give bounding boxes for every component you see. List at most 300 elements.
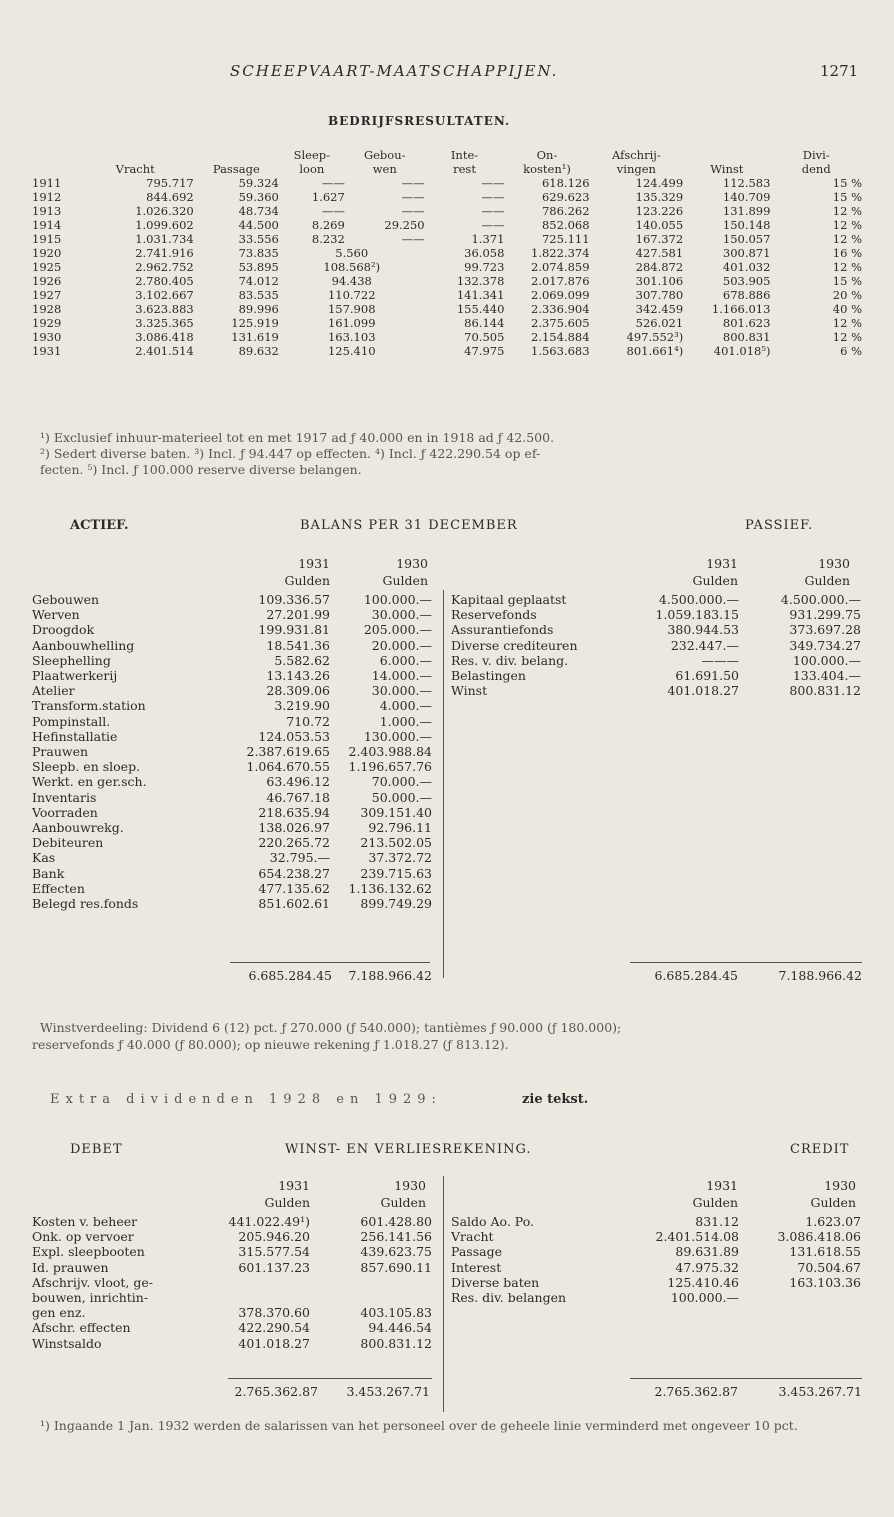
results-cell: 427.581	[635, 246, 684, 260]
results-header-cell	[194, 148, 279, 162]
results-cell: 497.552³)	[626, 330, 684, 344]
results-cell: 135.329	[635, 190, 684, 204]
results-cell: 5.560	[335, 246, 369, 260]
asset-row-cell: 5.582.62	[274, 652, 330, 668]
debit-row-cell: 94.446.54	[368, 1320, 432, 1336]
distribution-line-1: Winstverdeeling: Dividend 6 (12) pct. ƒ 270.000 (ƒ 540.000); tantièmes ƒ 90.000 (ƒ 180.000);	[40, 1020, 622, 1035]
debit-row-cell: Onk. op vervoer	[32, 1229, 134, 1245]
results-cell: 15 %	[832, 176, 862, 190]
results-row	[32, 316, 862, 330]
balance-left-heading: ACTIEF.	[70, 518, 129, 533]
credit-row-cell: 100.000.—	[670, 1290, 739, 1306]
pl-divider	[443, 1176, 444, 1412]
asset-row-cell: Prauwen	[32, 744, 89, 760]
asset-row-cell: Plaatwerkerij	[32, 668, 118, 684]
results-cell: 1926	[32, 274, 62, 288]
page-number: 1271	[820, 62, 859, 80]
pl-right-heading: CREDIT	[790, 1142, 850, 1157]
liability-row-cell: Reservefonds	[451, 607, 537, 623]
pl-footnote: ¹) Ingaande 1 Jan. 1932 werden de salarissen van het personeel over de geheele linie verminderd met ongeveer 10 pct.	[40, 1418, 798, 1433]
results-cell: 12 %	[832, 232, 862, 246]
results-cell: ——	[321, 176, 345, 190]
results-cell: 59.360	[238, 190, 279, 204]
results-cell: 2.375.605	[531, 316, 590, 330]
results-cell: 3.086.418	[135, 330, 194, 344]
debit-row-cell: bouwen, inrichtin-	[32, 1290, 149, 1306]
debit-row	[32, 1336, 432, 1351]
results-cell: 307.780	[635, 288, 684, 302]
pl-unit-1931-right: Gulden	[692, 1195, 738, 1210]
balance-total-1930-left: 7.188.966.42	[348, 968, 432, 983]
results-row	[32, 204, 862, 218]
asset-row-cell: Hefinstallatie	[32, 728, 118, 744]
results-table	[32, 148, 862, 358]
debit-row-cell: Winstsaldo	[32, 1335, 102, 1351]
liability-row	[451, 653, 861, 668]
results-header-row	[32, 148, 862, 162]
footnote-3: fecten. ⁵) Incl. ƒ 100.000 reserve diverse belangen.	[40, 462, 362, 477]
results-cell: 1911	[32, 176, 62, 190]
results-cell: 1.822.374	[531, 246, 590, 260]
results-cell: 124.499	[635, 176, 684, 190]
results-cell: 1914	[32, 218, 62, 232]
balance-total-rule-right	[630, 962, 862, 963]
results-cell: 123.226	[635, 204, 684, 218]
results-cell: 8.269	[311, 218, 345, 232]
results-cell: 83.535	[238, 288, 279, 302]
asset-row-cell: 30.000.—	[371, 607, 432, 623]
results-header-cell: Sleep-	[293, 148, 331, 162]
results-cell: ——	[481, 204, 505, 218]
asset-row-cell: 14.000.—	[371, 668, 432, 684]
asset-row-cell: 6.000.—	[379, 652, 432, 668]
pl-year-1931-left: 1931	[278, 1178, 310, 1193]
liability-row-cell: Winst	[451, 683, 488, 699]
debit-row-cell: Kosten v. beheer	[32, 1214, 138, 1229]
results-cell: 44.500	[238, 218, 279, 232]
results-header-cell: kosten¹)	[523, 162, 571, 176]
debit-row-cell: gen enz.	[32, 1305, 86, 1321]
asset-row	[32, 668, 432, 683]
footnote-1: ¹) Exclusief inhuur-materieel tot en met 1917 ad ƒ 40.000 en in 1918 ad ƒ 42.500.	[40, 430, 555, 445]
credit-row-cell: Saldo Ao. Po.	[451, 1214, 534, 1229]
credit-row	[451, 1260, 861, 1275]
results-cell: 74.012	[238, 274, 279, 288]
liability-row	[451, 622, 861, 637]
results-cell: 1927	[32, 288, 62, 302]
debit-row-cell: 205.946.20	[238, 1229, 310, 1245]
results-cell: 1912	[32, 190, 62, 204]
results-cell: 2.780.405	[135, 274, 194, 288]
results-cell: 800.831	[722, 330, 771, 344]
results-header-cell: dend	[801, 162, 831, 176]
debit-row-cell: 256.141.56	[360, 1229, 432, 1245]
results-cell: 801.623	[722, 316, 771, 330]
asset-row	[32, 896, 432, 911]
results-cell: 1913	[32, 204, 62, 218]
pl-year-1930-left: 1930	[394, 1178, 426, 1193]
results-cell: 47.975	[464, 344, 505, 358]
asset-row	[32, 866, 432, 881]
asset-row-cell: 1.064.670.55	[246, 759, 330, 775]
credit-row	[451, 1214, 861, 1229]
results-cell: 16 %	[832, 246, 862, 260]
results-cell: 629.623	[541, 190, 590, 204]
results-cell: 157.908	[327, 302, 376, 316]
asset-row-cell: 50.000.—	[371, 789, 432, 805]
bal-year-1931-left: 1931	[298, 556, 330, 571]
debit-row-cell: 401.018.27	[238, 1335, 310, 1351]
results-cell: 48.734	[238, 204, 279, 218]
results-cell: 503.905	[722, 274, 771, 288]
bal-unit-1931-right: Gulden	[692, 573, 738, 588]
results-cell: 342.459	[635, 302, 684, 316]
results-header-cell: rest	[453, 162, 476, 176]
results-cell: 1930	[32, 330, 62, 344]
asset-row-cell: 2.403.988.84	[348, 744, 432, 760]
results-row	[32, 232, 862, 246]
results-cell: 12 %	[832, 204, 862, 218]
results-header-row	[32, 162, 862, 176]
credit-row-cell: 2.401.514.08	[655, 1229, 739, 1245]
results-cell: 1.563.683	[531, 344, 590, 358]
asset-row-cell: 138.026.97	[258, 820, 330, 836]
results-cell: 1.099.602	[135, 218, 194, 232]
liability-row	[451, 592, 861, 607]
asset-row-cell: 100.000.—	[363, 592, 432, 607]
debit-row-cell: Afschr. effecten	[32, 1320, 131, 1336]
bal-unit-1930-left: Gulden	[382, 573, 428, 588]
results-cell: 112.583	[722, 176, 771, 190]
results-cell: 2.154.884	[531, 330, 590, 344]
results-cell: 1925	[32, 260, 62, 274]
results-cell: 795.717	[146, 176, 194, 190]
liabilities-table	[451, 592, 861, 698]
debit-row-cell: 378.370.60	[238, 1305, 310, 1321]
credit-row	[451, 1229, 861, 1244]
results-header-cell	[32, 148, 77, 162]
credit-row-cell: 163.103.36	[789, 1274, 861, 1290]
liability-row-cell: 931.299.75	[789, 607, 861, 623]
results-cell: 12 %	[832, 330, 862, 344]
asset-row-cell: 899.749.29	[360, 896, 432, 912]
asset-row-cell: 32.795.—	[269, 850, 330, 866]
results-cell: 801.661⁴)	[626, 344, 684, 358]
asset-row-cell: Debiteuren	[32, 835, 104, 851]
distribution-line-2: reservefonds ƒ 40.000 (ƒ 80.000); op nieuwe rekening ƒ 1.018.27 (ƒ 813.12).	[32, 1037, 509, 1052]
asset-row-cell: 2.387.619.65	[246, 744, 330, 760]
results-cell: 163.103	[327, 330, 376, 344]
credit-row-cell: 3.086.418.06	[777, 1229, 861, 1245]
results-cell: 284.872	[635, 260, 684, 274]
asset-row-cell: Transform.station	[32, 698, 146, 714]
debit-row-cell: 439.623.75	[360, 1244, 432, 1260]
liability-row-cell: 4.500.000.—	[780, 592, 861, 607]
results-cell: 70.505	[464, 330, 505, 344]
results-cell: 94.438	[331, 274, 372, 288]
pl-total-rule-left	[228, 1378, 432, 1379]
credit-row	[451, 1244, 861, 1259]
asset-row-cell: Sleepb. en sloep.	[32, 759, 141, 775]
liability-row-cell: Belastingen	[451, 668, 526, 684]
asset-row	[32, 698, 432, 713]
liability-row-cell: 380.944.53	[667, 622, 739, 638]
credit-row-cell: 70.504.67	[797, 1259, 861, 1275]
results-cell: 108.568²)	[323, 260, 381, 274]
liability-row	[451, 668, 861, 683]
results-cell: 401.032	[722, 260, 771, 274]
balance-title: BALANS PER 31 DECEMBER	[300, 518, 518, 533]
asset-row-cell: Kas	[32, 850, 56, 866]
results-cell: 3.623.883	[135, 302, 194, 316]
results-cell: 2.074.859	[531, 260, 590, 274]
results-cell: 132.378	[456, 274, 505, 288]
results-cell: 1915	[32, 232, 62, 246]
liability-row-cell: 373.697.28	[789, 622, 861, 638]
results-cell: 12 %	[832, 260, 862, 274]
pl-year-1930-right: 1930	[824, 1178, 856, 1193]
liability-row-cell: 349.734.27	[789, 637, 861, 653]
asset-row-cell: 30.000.—	[371, 683, 432, 699]
results-cell: 1931	[32, 344, 62, 358]
results-cell: 59.324	[238, 176, 279, 190]
pl-total-1930-right: 3.453.267.71	[778, 1384, 862, 1399]
liability-row-cell: Kapitaal geplaatst	[451, 592, 567, 607]
asset-row	[32, 805, 432, 820]
balance-right-heading: PASSIEF.	[745, 518, 814, 533]
balance-total-1930-right: 7.188.966.42	[778, 968, 862, 983]
results-header-cell: loon	[299, 162, 325, 176]
results-cell: 1.627	[311, 190, 345, 204]
results-row	[32, 288, 862, 302]
results-cell: 1920	[32, 246, 62, 260]
asset-row	[32, 592, 432, 607]
asset-row	[32, 653, 432, 668]
bal-unit-1930-right: Gulden	[804, 573, 850, 588]
results-cell: 2.069.099	[531, 288, 590, 302]
results-cell: 2.962.752	[135, 260, 194, 274]
footnote-2: ²) Sedert diverse baten. ³) Incl. ƒ 94.447 op effecten. ⁴) Incl. ƒ 422.290.54 op ef-	[40, 446, 541, 461]
asset-row-cell: 220.265.72	[258, 835, 330, 851]
results-cell: 1.371	[471, 232, 505, 246]
results-header-cell: Divi-	[802, 148, 830, 162]
debit-row-cell: 403.105.83	[360, 1305, 432, 1321]
asset-row-cell: 851.602.61	[258, 896, 330, 912]
results-cell: 2.017.876	[531, 274, 590, 288]
balance-total-1931-left: 6.685.284.45	[248, 968, 332, 983]
results-cell: 89.996	[238, 302, 279, 316]
debit-row-cell: 441.022.49¹)	[228, 1214, 310, 1229]
results-title: BEDRIJFSRESULTATEN.	[328, 114, 511, 128]
debit-row	[32, 1214, 432, 1229]
liability-row-cell: 800.831.12	[789, 683, 861, 699]
asset-row-cell: 309.151.40	[360, 804, 432, 820]
asset-row-cell: Werven	[32, 607, 80, 623]
asset-row	[32, 729, 432, 744]
pl-unit-1930-left: Gulden	[380, 1195, 426, 1210]
results-cell: ——	[401, 176, 425, 190]
credit-row-cell: 125.410.46	[667, 1274, 739, 1290]
results-cell: 844.692	[146, 190, 194, 204]
asset-row-cell: Sleephelling	[32, 652, 111, 668]
results-cell: 131.619	[231, 330, 279, 344]
results-header-cell: wen	[372, 162, 397, 176]
results-cell: 15 %	[832, 190, 862, 204]
asset-row-cell: 3.219.90	[274, 698, 330, 714]
liability-row-cell: Assurantiefonds	[451, 622, 554, 638]
debit-row	[32, 1290, 432, 1305]
asset-row-cell: 27.201.99	[266, 607, 330, 623]
results-cell: 526.021	[635, 316, 684, 330]
asset-row-cell: 63.496.12	[266, 774, 330, 790]
results-header-cell: Passage	[212, 162, 260, 176]
asset-row-cell: 28.309.06	[266, 683, 330, 699]
results-cell: 53.895	[238, 260, 279, 274]
results-row	[32, 190, 862, 204]
credit-row-cell: 131.618.55	[789, 1244, 861, 1260]
debit-row-cell: Id. prauwen	[32, 1259, 109, 1275]
results-cell: 155.440	[456, 302, 505, 316]
results-cell: 786.262	[541, 204, 590, 218]
results-cell: ——	[481, 176, 505, 190]
asset-row-cell: Belegd res.fonds	[32, 896, 139, 912]
asset-row	[32, 774, 432, 789]
asset-row-cell: 239.715.63	[360, 865, 432, 881]
asset-row-cell: Aanbouwrekg.	[32, 820, 124, 836]
asset-row-cell: Voorraden	[32, 804, 98, 820]
extra-dividends-note: zie tekst.	[522, 1092, 589, 1107]
asset-row-cell: 710.72	[286, 713, 330, 729]
results-cell: 86.144	[464, 316, 505, 330]
results-header-cell: Gebou-	[363, 148, 406, 162]
credit-row-cell	[739, 1290, 861, 1305]
bal-year-1930-left: 1930	[396, 556, 428, 571]
liability-row-cell: 401.018.27	[667, 683, 739, 699]
debit-row	[32, 1229, 432, 1244]
asset-row	[32, 714, 432, 729]
results-cell: 141.341	[456, 288, 505, 302]
pl-total-1931-left: 2.765.362.87	[234, 1384, 318, 1399]
debit-row	[32, 1275, 432, 1290]
results-cell: 36.058	[464, 246, 505, 260]
results-cell: 125.410	[327, 344, 376, 358]
results-cell: 125.919	[231, 316, 279, 330]
results-cell: ——	[481, 218, 505, 232]
asset-row-cell: 654.238.27	[258, 865, 330, 881]
pl-total-rule-right	[630, 1378, 862, 1379]
asset-row-cell: 46.767.18	[266, 789, 330, 805]
pl-total-1931-right: 2.765.362.87	[654, 1384, 738, 1399]
liability-row	[451, 607, 861, 622]
results-row	[32, 330, 862, 344]
asset-row-cell: 199.931.81	[258, 622, 330, 638]
results-cell: 6 %	[840, 344, 862, 358]
results-cell: 3.102.667	[135, 288, 194, 302]
debit-row	[32, 1260, 432, 1275]
results-cell: ——	[401, 232, 425, 246]
asset-row-cell: Atelier	[32, 683, 75, 699]
results-row	[32, 218, 862, 232]
asset-row-cell: Bank	[32, 865, 65, 881]
results-row	[32, 302, 862, 316]
bal-year-1931-right: 1931	[706, 556, 738, 571]
debit-row-cell	[220, 1290, 310, 1305]
asset-row-cell: 124.053.53	[258, 728, 330, 744]
pl-left-heading: DEBET	[70, 1142, 123, 1157]
asset-row-cell: Inventaris	[32, 789, 97, 805]
results-cell: 73.835	[238, 246, 279, 260]
credit-row-cell: 1.623.07	[805, 1214, 861, 1229]
liability-row	[451, 683, 861, 698]
debit-table	[32, 1214, 432, 1351]
extra-dividends-label: Extra dividenden 1928 en 1929:	[50, 1092, 442, 1107]
results-cell: 1.026.320	[135, 204, 194, 218]
asset-row	[32, 607, 432, 622]
assets-table	[32, 592, 432, 911]
results-cell: 678.886	[722, 288, 771, 302]
debit-row-cell: 800.831.12	[360, 1335, 432, 1351]
liability-row-cell: 232.447.—	[670, 637, 739, 653]
results-cell: 3.325.365	[135, 316, 194, 330]
results-cell: 110.722	[327, 288, 376, 302]
results-cell: 2.741.916	[135, 246, 194, 260]
results-header-cell: On-	[536, 148, 558, 162]
debit-row-cell: Afschrijv. vloot, ge-	[32, 1274, 153, 1290]
pl-title: WINST- EN VERLIESREKENING.	[285, 1142, 532, 1157]
results-cell: 852.068	[541, 218, 590, 232]
results-cell: 1.166.013	[711, 302, 771, 316]
results-cell: 167.372	[635, 232, 684, 246]
credit-row	[451, 1290, 861, 1305]
credit-row-cell: Passage	[451, 1244, 502, 1260]
asset-row-cell: Werkt. en ger.sch.	[32, 774, 147, 790]
credit-row-cell: 831.12	[695, 1214, 739, 1229]
results-row	[32, 176, 862, 190]
results-header-cell	[77, 148, 194, 162]
results-cell: ——	[481, 190, 505, 204]
results-cell: 150.148	[722, 218, 771, 232]
asset-row	[32, 622, 432, 637]
asset-row	[32, 881, 432, 896]
asset-row	[32, 850, 432, 865]
liability-row-cell: 100.000.—	[792, 652, 861, 668]
results-cell: 150.057	[722, 232, 771, 246]
results-header-cell	[683, 148, 770, 162]
results-header-cell: Vracht	[115, 162, 155, 176]
asset-row	[32, 744, 432, 759]
results-cell: 20 %	[832, 288, 862, 302]
asset-row-cell: 477.135.62	[258, 880, 330, 896]
asset-row-cell: Pompinstall.	[32, 713, 111, 729]
asset-row-cell: 1.136.132.62	[348, 880, 432, 896]
pl-unit-1931-left: Gulden	[264, 1195, 310, 1210]
results-cell: 8.232	[311, 232, 345, 246]
asset-row	[32, 759, 432, 774]
results-cell: 33.556	[238, 232, 279, 246]
results-cell: 29.250	[384, 218, 425, 232]
debit-row	[32, 1320, 432, 1335]
results-cell: 2.336.904	[531, 302, 590, 316]
asset-row-cell: Aanbouwhelling	[32, 637, 135, 653]
debit-row-cell: 601.428.80	[360, 1214, 432, 1229]
credit-row-cell: Interest	[451, 1259, 502, 1275]
results-cell: 2.401.514	[135, 344, 194, 358]
pl-year-1931-right: 1931	[706, 1178, 738, 1193]
credit-row-cell: Res. div. belangen	[451, 1290, 567, 1306]
balance-total-1931-right: 6.685.284.45	[654, 968, 738, 983]
results-cell: 12 %	[832, 316, 862, 330]
asset-row-cell: 4.000.—	[379, 698, 432, 714]
